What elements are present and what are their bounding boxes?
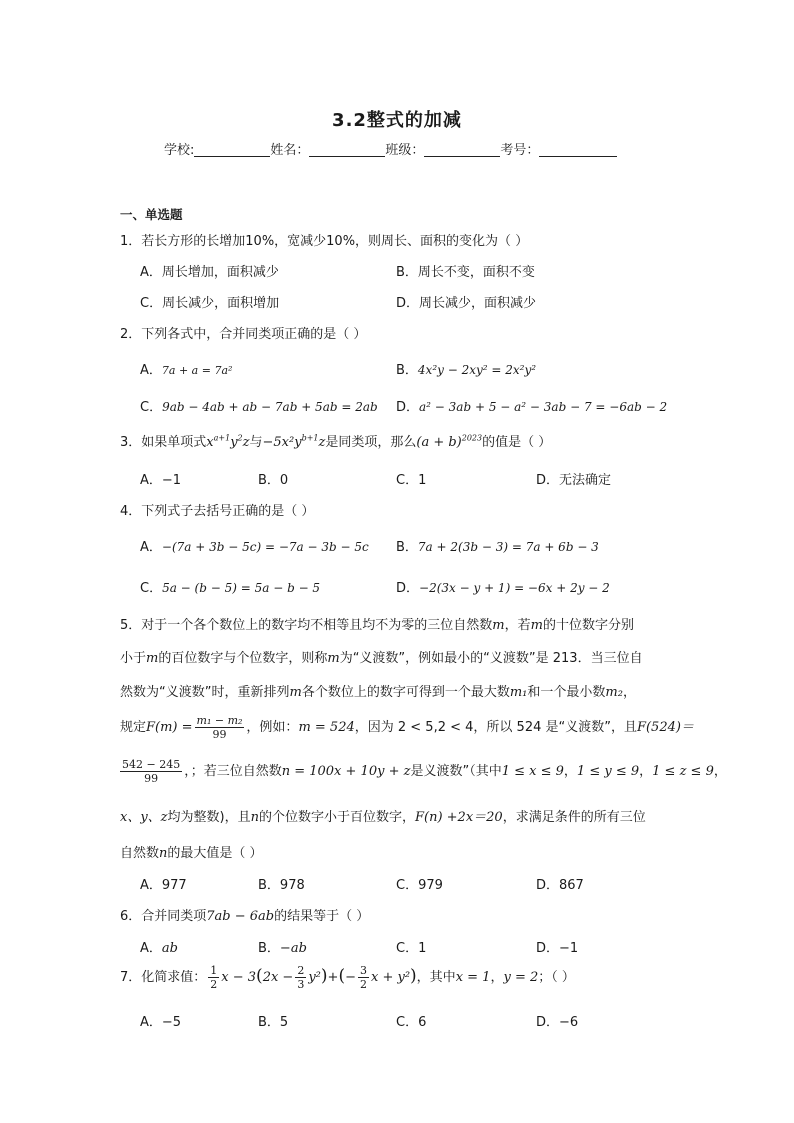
q7-frac-3 <box>358 964 369 991</box>
q2-option-b-math: 4x²y − 2xy² = 2x²y² <box>417 363 537 377</box>
q5-l6-f: F(n) +2x＝20 <box>415 810 503 825</box>
school-label: 学校: <box>164 143 195 158</box>
q7-plus: + <box>327 970 339 985</box>
q4-option-d[interactable] <box>396 577 610 596</box>
q5-l5-text-c: ， <box>563 764 577 779</box>
q7-minus: − <box>345 970 356 985</box>
q5-l4-text-a: 规定 <box>120 720 147 735</box>
q7-option-c[interactable]: C．6 <box>396 1015 427 1030</box>
exam-no-blank[interactable] <box>539 142 617 157</box>
q3-monomial-2 <box>263 435 326 450</box>
q1-option-a[interactable]: A．周长增加，面积减少 <box>140 265 279 280</box>
q5-option-c[interactable]: C．979 <box>396 878 443 893</box>
q7-expr-2: 2x − <box>262 970 294 985</box>
q5-l3-m1: m₁ <box>509 685 528 700</box>
q5-l4-frac-den: 99 <box>212 728 227 741</box>
q5-l5-frac-num: 542 − 245 <box>122 758 181 771</box>
q5-l3-m2: m₂ <box>605 685 623 700</box>
q2-option-c[interactable] <box>140 396 378 415</box>
q1-option-d[interactable]: D．周长减少，面积减少 <box>396 296 537 311</box>
q6-text-a: 6．合并同类项 <box>120 909 207 924</box>
q5-option-d[interactable]: D．867 <box>536 878 584 893</box>
q3-m1-x-exp: a+1 <box>213 433 231 443</box>
exam-no-label: 考号： <box>500 143 540 158</box>
q5-l6-text-c: 的个位数字小于百位数字， <box>258 810 415 825</box>
q6-option-b-label: B． <box>258 941 280 956</box>
q3-m2-base: −5x²y <box>262 435 302 450</box>
section-heading: 一、单选题 <box>120 207 183 222</box>
q2-option-d-math: a² − 3ab + 5 − a² − 3ab − 7 = −6ab − 2 <box>419 400 668 414</box>
q5-option-b[interactable]: B．978 <box>258 878 305 893</box>
q5-l4-text-c: ，因为 2 < 5,2 < 4，所以 524 是“义渡数”，且 <box>354 720 637 735</box>
q2-option-b[interactable] <box>396 359 536 378</box>
q7-frac-1-num: 1 <box>210 964 218 977</box>
name-blank[interactable] <box>309 142 385 157</box>
q5-l5-fraction <box>120 758 182 785</box>
q5-line-2 <box>120 647 643 666</box>
q3-option-a[interactable]: A．−1 <box>140 473 182 488</box>
q5-l2-text-b: 的百位数字与个位数字，则称 <box>158 651 328 666</box>
q6-option-a[interactable] <box>140 937 178 956</box>
q5-l3-m: m <box>289 685 302 700</box>
q5-l4-f2: F(524)＝ <box>636 720 694 735</box>
q3-m2-z: z <box>318 435 326 450</box>
q7-lparen-1: ( <box>256 966 263 986</box>
q4-option-c[interactable] <box>140 577 320 596</box>
q2-option-c-label: C． <box>140 400 163 415</box>
q5-l4-m: m = 524 <box>298 720 355 735</box>
q2-option-a-label: A． <box>140 363 162 378</box>
q7-text-a: 7．化简求值： <box>120 970 207 985</box>
q7-frac-2-den: 3 <box>297 978 305 991</box>
q1-option-b[interactable]: B．周长不变，面积不变 <box>396 265 535 280</box>
q6-option-c[interactable]: C．1 <box>396 941 427 956</box>
q5-l5-n: n = 100x + 10y + z <box>281 764 411 779</box>
q7-option-b[interactable]: B．5 <box>258 1015 289 1030</box>
q4-option-a-label: A． <box>140 540 162 555</box>
q2-option-d[interactable] <box>396 396 667 415</box>
question-6-stem <box>120 905 369 924</box>
q5-line-1 <box>120 614 634 633</box>
q5-l6-vars: x、y、z <box>120 810 168 825</box>
school-blank[interactable] <box>194 142 270 157</box>
q7-frac-1 <box>208 964 219 991</box>
q5-l2-m2: m <box>327 651 340 666</box>
q3-power-exp: 2023 <box>461 433 483 443</box>
q7-rparen-2: ) <box>410 966 417 986</box>
class-label: 班级： <box>385 143 425 158</box>
q5-option-a[interactable]: A．977 <box>140 878 187 893</box>
q3-text-1: 3．如果单项式 <box>120 435 207 450</box>
q5-l4-text-b: ，例如： <box>246 720 299 735</box>
q4-option-c-math: 5a − (b − 5) = 5a − b − 5 <box>162 581 321 595</box>
q5-l1-m2: m <box>530 618 543 633</box>
question-1-stem: 1．若长方形的长增加10%，宽减少10%，则周长、面积的变化为（ ） <box>120 234 529 249</box>
q2-option-c-math: 9ab − 4ab + ab − 7ab + 5ab = 2ab <box>162 400 378 414</box>
q5-l5-text-e: ， <box>713 764 727 779</box>
q3-m1-z: z <box>242 435 250 450</box>
q7-expr-3: y² <box>308 970 321 985</box>
q3-m2-exp: b+1 <box>301 433 319 443</box>
question-3-stem <box>120 431 551 450</box>
q4-option-b[interactable] <box>396 536 599 555</box>
q5-l5-text-b: 是义渡数”（其中 <box>410 764 502 779</box>
q6-option-d[interactable]: D．−1 <box>536 941 579 956</box>
q6-option-a-math: ab <box>161 941 178 956</box>
q2-option-b-label: B． <box>396 363 418 378</box>
q5-l6-text-b: 均为整数)，且 <box>167 810 251 825</box>
q3-power <box>416 435 482 450</box>
q7-frac-2 <box>295 964 306 991</box>
q6-option-b-math: −ab <box>279 941 307 956</box>
q5-l6-text-d: ，求满足条件的所有三位 <box>502 810 646 825</box>
q3-power-base: (a + b) <box>416 435 462 450</box>
q5-line-6 <box>120 806 646 825</box>
q7-frac-2-num: 2 <box>297 964 305 977</box>
q2-option-a[interactable] <box>140 359 232 378</box>
q3-text-4: 的值是（ ） <box>482 435 552 450</box>
q5-line-7 <box>120 842 263 861</box>
q1-option-c[interactable]: C．周长减少，面积增加 <box>140 296 280 311</box>
q7-option-a[interactable]: A．−5 <box>140 1015 182 1030</box>
q5-l5-range-z: 1 ≤ z ≤ 9 <box>652 764 714 779</box>
q3-m1-y: y <box>230 435 238 450</box>
q5-line-5 <box>120 758 727 785</box>
q5-l3-text-c: 和一个最小数 <box>527 685 606 700</box>
q7-option-d[interactable]: D．−6 <box>536 1015 579 1030</box>
q7-text-b: ，其中 <box>416 970 456 985</box>
class-blank[interactable] <box>424 142 500 157</box>
q5-line-3 <box>120 681 636 700</box>
question-7-stem <box>120 964 575 991</box>
q3-option-b[interactable]: B．0 <box>258 473 289 488</box>
q4-option-b-math: 7a + 2(3b − 3) = 7a + 6b − 3 <box>417 540 599 554</box>
q5-l3-text-a: 然数为“义渡数”时，重新排列 <box>120 685 290 700</box>
q5-l1-text-b: ，若 <box>504 618 531 633</box>
q5-l5-text-a: ，；若三位自然数 <box>184 764 282 779</box>
q5-l2-text-a: 小于 <box>120 651 147 666</box>
q5-l5-range-y: 1 ≤ y ≤ 9 <box>576 764 640 779</box>
q5-l5-range-x: 1 ≤ x ≤ 9 <box>501 764 564 779</box>
q4-option-d-label: D． <box>396 581 420 596</box>
student-info-line <box>164 139 617 158</box>
question-2-stem: 2．下列各式中，合并同类项正确的是（ ） <box>120 327 367 342</box>
q7-lparen-2: ( <box>338 966 346 986</box>
q7-expr-4: x + y² <box>370 970 411 985</box>
q5-l7-text-b: 的最大值是（ ） <box>167 846 263 861</box>
q5-line-4 <box>120 714 694 741</box>
q3-text-3: 是同类项，那么 <box>325 435 417 450</box>
q7-x-value: x = 1 <box>455 970 491 985</box>
q7-expr-1: x − 3 <box>221 970 257 985</box>
q7-frac-3-den: 2 <box>359 978 367 991</box>
q4-option-d-math: −2(3x − y + 1) = −6x + 2y − 2 <box>419 581 610 595</box>
q6-text-b: 的结果等于（ ） <box>274 909 370 924</box>
q4-option-b-label: B． <box>396 540 418 555</box>
q5-l3-text-b: 各个数位上的数字可得到一个最大数 <box>301 685 510 700</box>
q5-l5-text-d: ， <box>639 764 653 779</box>
q3-m1-x: x <box>206 435 214 450</box>
q3-option-d[interactable]: D．无法确定 <box>536 473 612 488</box>
q7-text-c: ；（ ） <box>538 970 575 985</box>
q7-frac-1-den: 2 <box>210 978 218 991</box>
q4-option-a-math: −(7a + 3b − 5c) = −7a − 3b − 5c <box>161 540 369 554</box>
q7-rparen-1: ) <box>320 966 328 986</box>
q6-option-a-label: A． <box>140 941 162 956</box>
q5-l4-fraction <box>195 714 245 741</box>
q3-text-2: 与 <box>249 435 263 450</box>
q3-m1-y-exp: 2 <box>237 433 243 443</box>
question-4-stem: 4．下列式子去括号正确的是（ ） <box>120 504 315 519</box>
q5-l1-text-a: 5．对于一个各个数位上的数字均不相等且均不为零的三位自然数 <box>120 618 493 633</box>
q5-l3-text-d: ， <box>622 685 636 700</box>
q5-l2-m: m <box>146 651 159 666</box>
q3-monomial-1 <box>206 435 249 450</box>
q6-option-b[interactable] <box>258 937 307 956</box>
q3-option-c[interactable]: C．1 <box>396 473 427 488</box>
name-label: 姓名： <box>270 143 310 158</box>
q5-l6-n: n <box>250 810 259 825</box>
q5-l1-m: m <box>492 618 505 633</box>
q6-expression: 7ab − 6ab <box>206 909 275 924</box>
q5-l4-frac-num: m₁ − m₂ <box>196 714 243 727</box>
page-title: 3.2整式的加减 <box>332 110 462 131</box>
q5-l7-text-a: 自然数 <box>120 846 160 861</box>
q5-l5-frac-den: 99 <box>144 772 159 785</box>
q7-separator: ， <box>490 970 504 985</box>
q7-y-value: y = 2 <box>503 970 539 985</box>
q7-frac-3-num: 3 <box>359 964 367 977</box>
q2-option-a-math: 7a + a = 7a² <box>161 364 233 377</box>
q2-option-d-label: D． <box>396 400 420 415</box>
q4-option-a[interactable] <box>140 536 369 555</box>
q5-l2-text-c: 为“义渡数”，例如最小的“义渡数”是 213．当三位自 <box>339 651 643 666</box>
q5-l1-text-c: 的十位数字分别 <box>542 618 634 633</box>
q5-l7-n: n <box>159 846 168 861</box>
q4-option-c-label: C． <box>140 581 163 596</box>
q5-l4-f: F(m) = <box>146 720 193 735</box>
